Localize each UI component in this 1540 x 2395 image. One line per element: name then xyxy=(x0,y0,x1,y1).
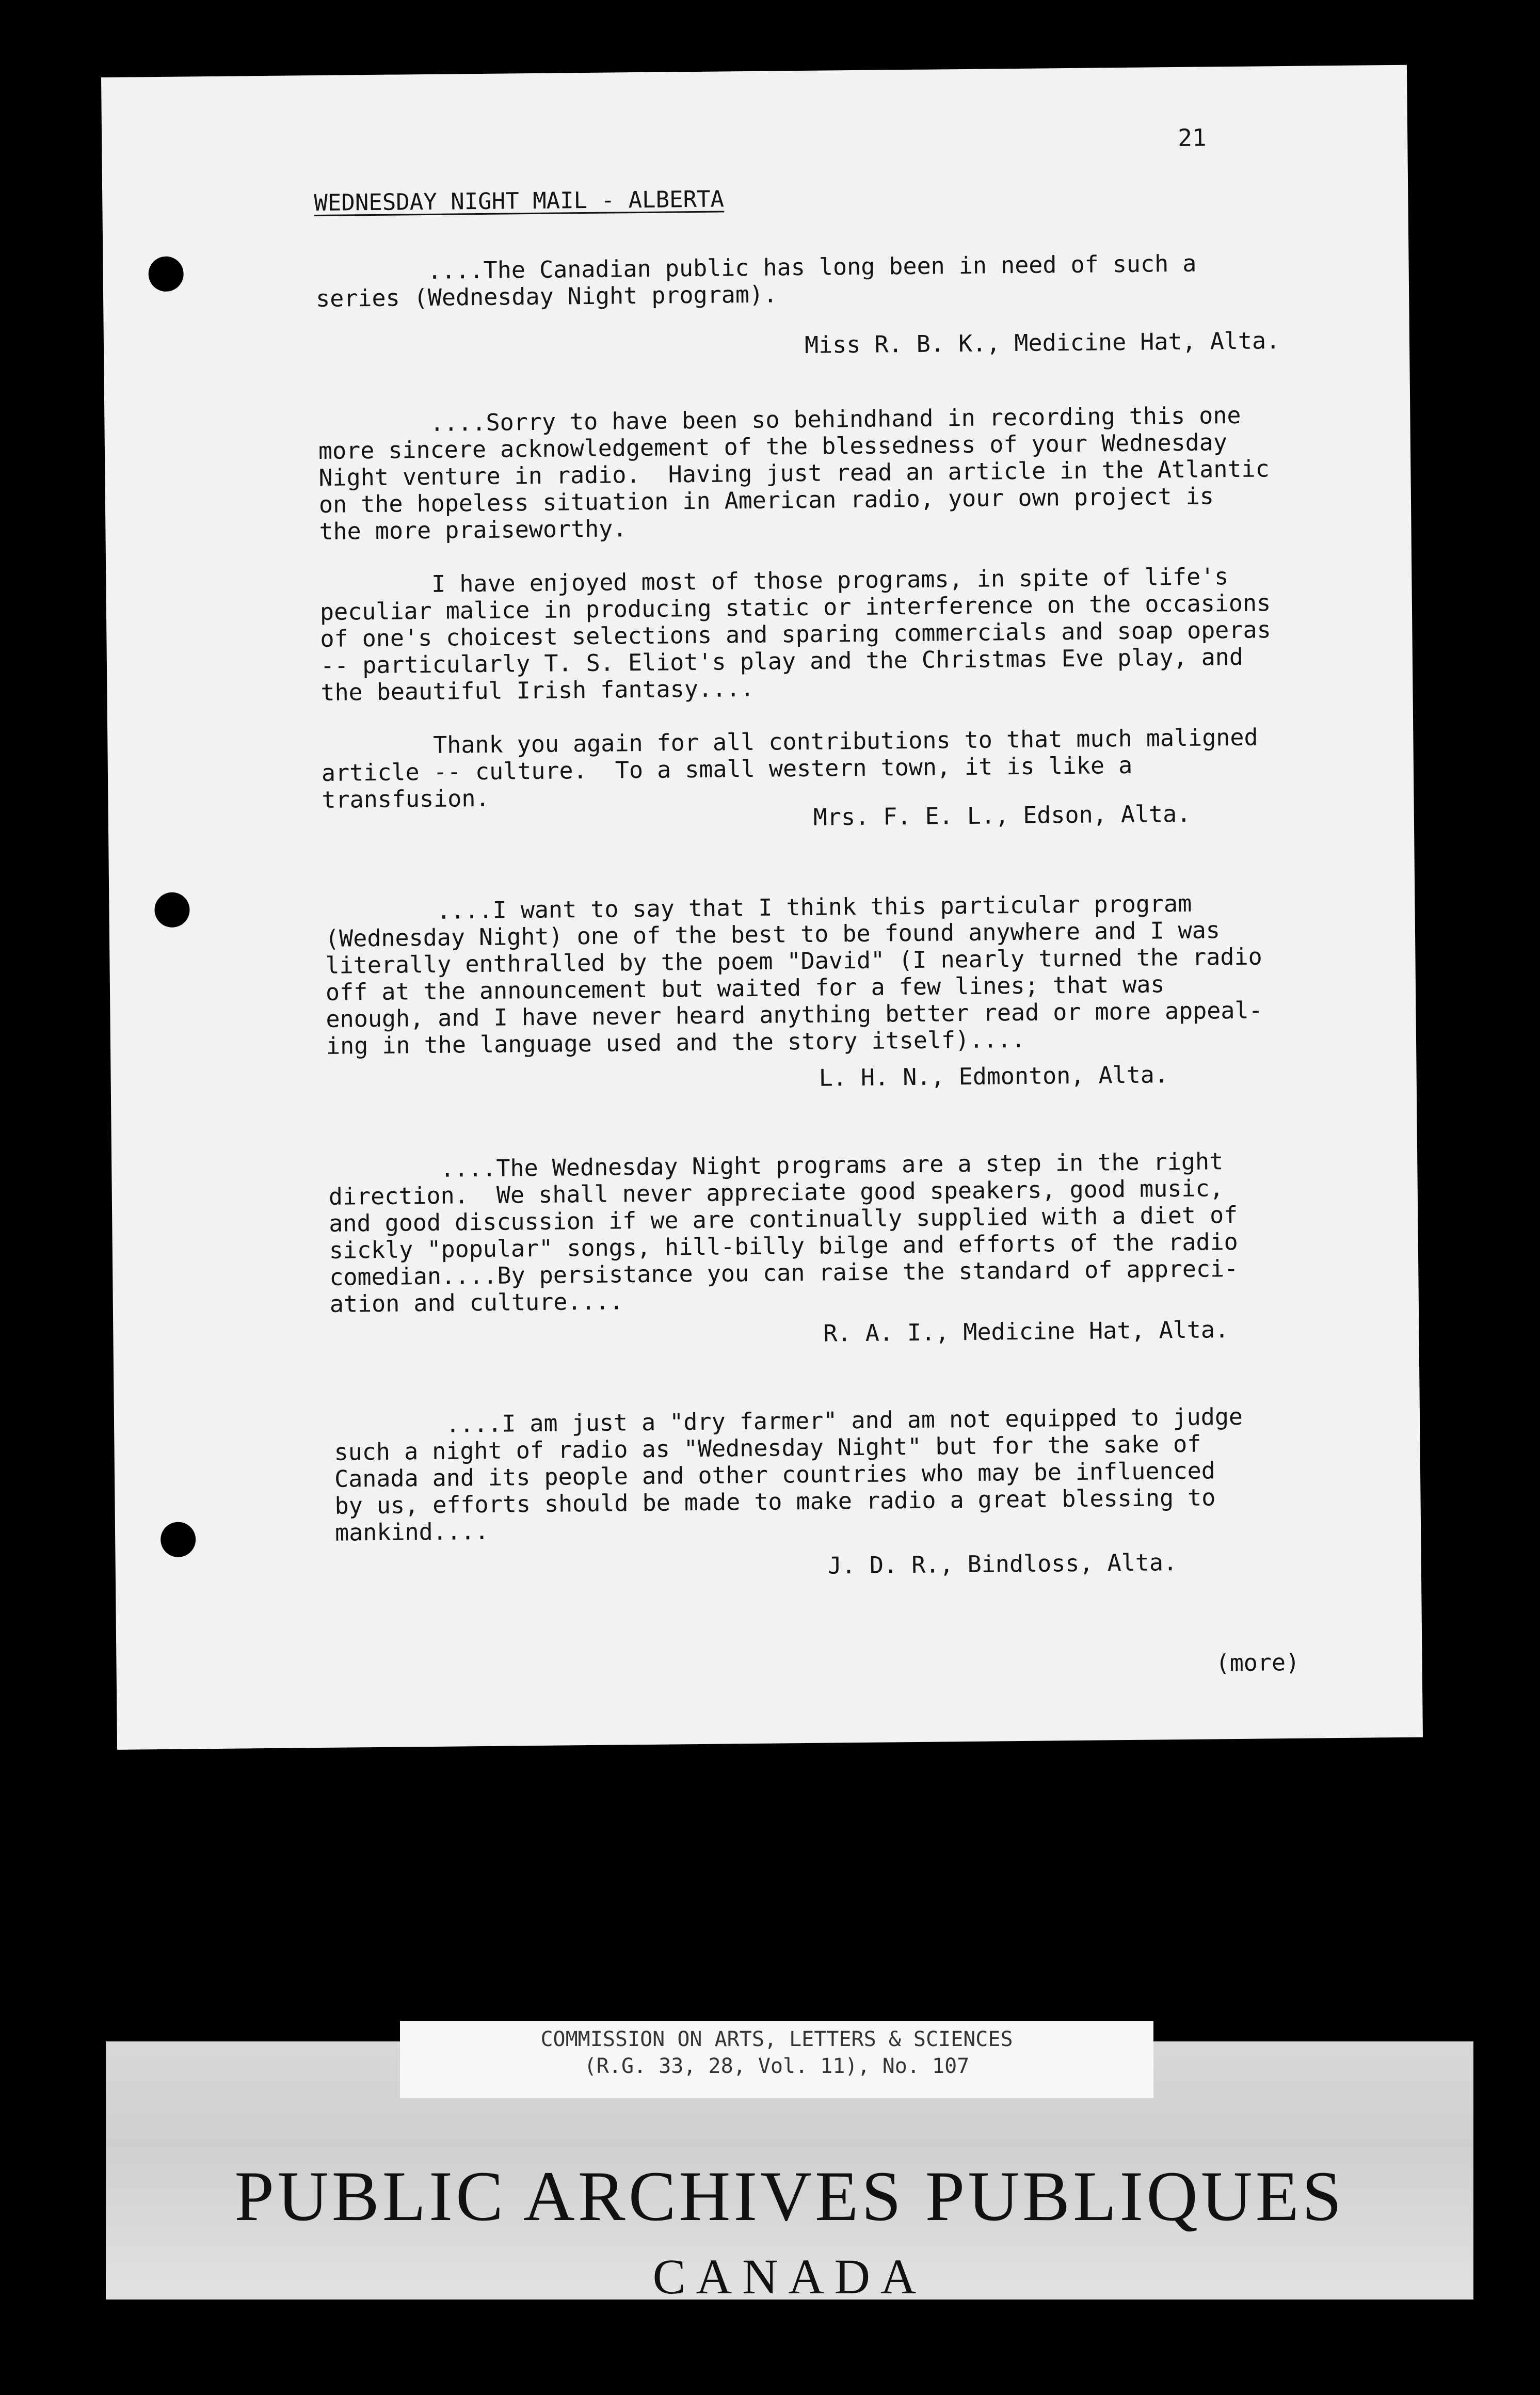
archive-reference-card xyxy=(400,2021,1153,2098)
letter-text: ....I want to say that I think this particular program (Wednesday Night) one of the best to be found anywhere and I was literally enthralled by the poem "David" (I nearly turned the radio off at the announcement but waited for a few lines; that was enough, and I have never heard anything better read or more appeal- ing in the language used and the story itself).... xyxy=(325,889,1263,1060)
letter-text: ....The Wednesday Night programs are a step in the right direction. We shall never appreciate good speakers, good music, and good discussion if we are continually supplied with a diet of sickly "popular" songs, hill-billy bilge and efforts of the radio comedian....By persistance you can raise the standard of appreci- ation and culture.... xyxy=(328,1147,1239,1318)
letter-text: ....I am just a "dry farmer" and am not equipped to judge such a night of radio as "Wednesday Night" but for the sake of Canada and its people and other countries who may be influenced by us, efforts should be made to make radio a great blessing to mankind.... xyxy=(333,1402,1243,1546)
letter-signature: L. H. N., Edmonton, Alta. xyxy=(819,1061,1169,1092)
letter-text: ....The Canadian public has long been in need of such a series (Wednesday Night program). xyxy=(315,249,1197,313)
more-indicator: (more) xyxy=(1215,1648,1300,1677)
page-number: 21 xyxy=(1177,123,1207,152)
letter-signature: R. A. I., Medicine Hat, Alta. xyxy=(823,1316,1229,1347)
archive-reference-line2: (R.G. 33, 28, Vol. 11), No. 107 xyxy=(584,2054,970,2078)
binder-hole xyxy=(154,892,190,928)
archive-reference-line1: COMMISSION ON ARTS, LETTERS & SCIENCES xyxy=(540,2027,1013,2051)
binder-hole xyxy=(161,1522,196,1557)
letter-signature: Mrs. F. E. L., Edson, Alta. xyxy=(813,800,1191,831)
archives-banner-country: CANADA xyxy=(652,2249,927,2304)
binder-hole xyxy=(148,256,184,292)
archives-banner-title: PUBLIC ARCHIVES PUBLIQUES xyxy=(234,2157,1345,2236)
document-page xyxy=(101,65,1423,1750)
letter-text: ....Sorry to have been so behindhand in recording this one more sincere acknowledgement of the blessedness of your Wednesday Night venture in radio. Having just read an article in the Atlantic on the hopeless situation in American radio, your own project is the more praiseworthy. I have enjoyed most of those programs, in spite of life's peculiar malice in producing static or interference on the occasions of one's choicest selections and sparing commercials and soap operas -- particularly T. S. Eliot's play and the Christmas Eve play, and the beautiful Irish fantasy.... Thank you again for all contributions to that much maligned article -- culture. To a small western town, it is like a transfusion. xyxy=(318,401,1271,813)
page-heading: WEDNESDAY NIGHT MAIL - ALBERTA xyxy=(314,186,725,217)
letter-signature: Miss R. B. K., Medicine Hat, Alta. xyxy=(804,327,1280,359)
letter-signature: J. D. R., Bindloss, Alta. xyxy=(827,1548,1178,1579)
